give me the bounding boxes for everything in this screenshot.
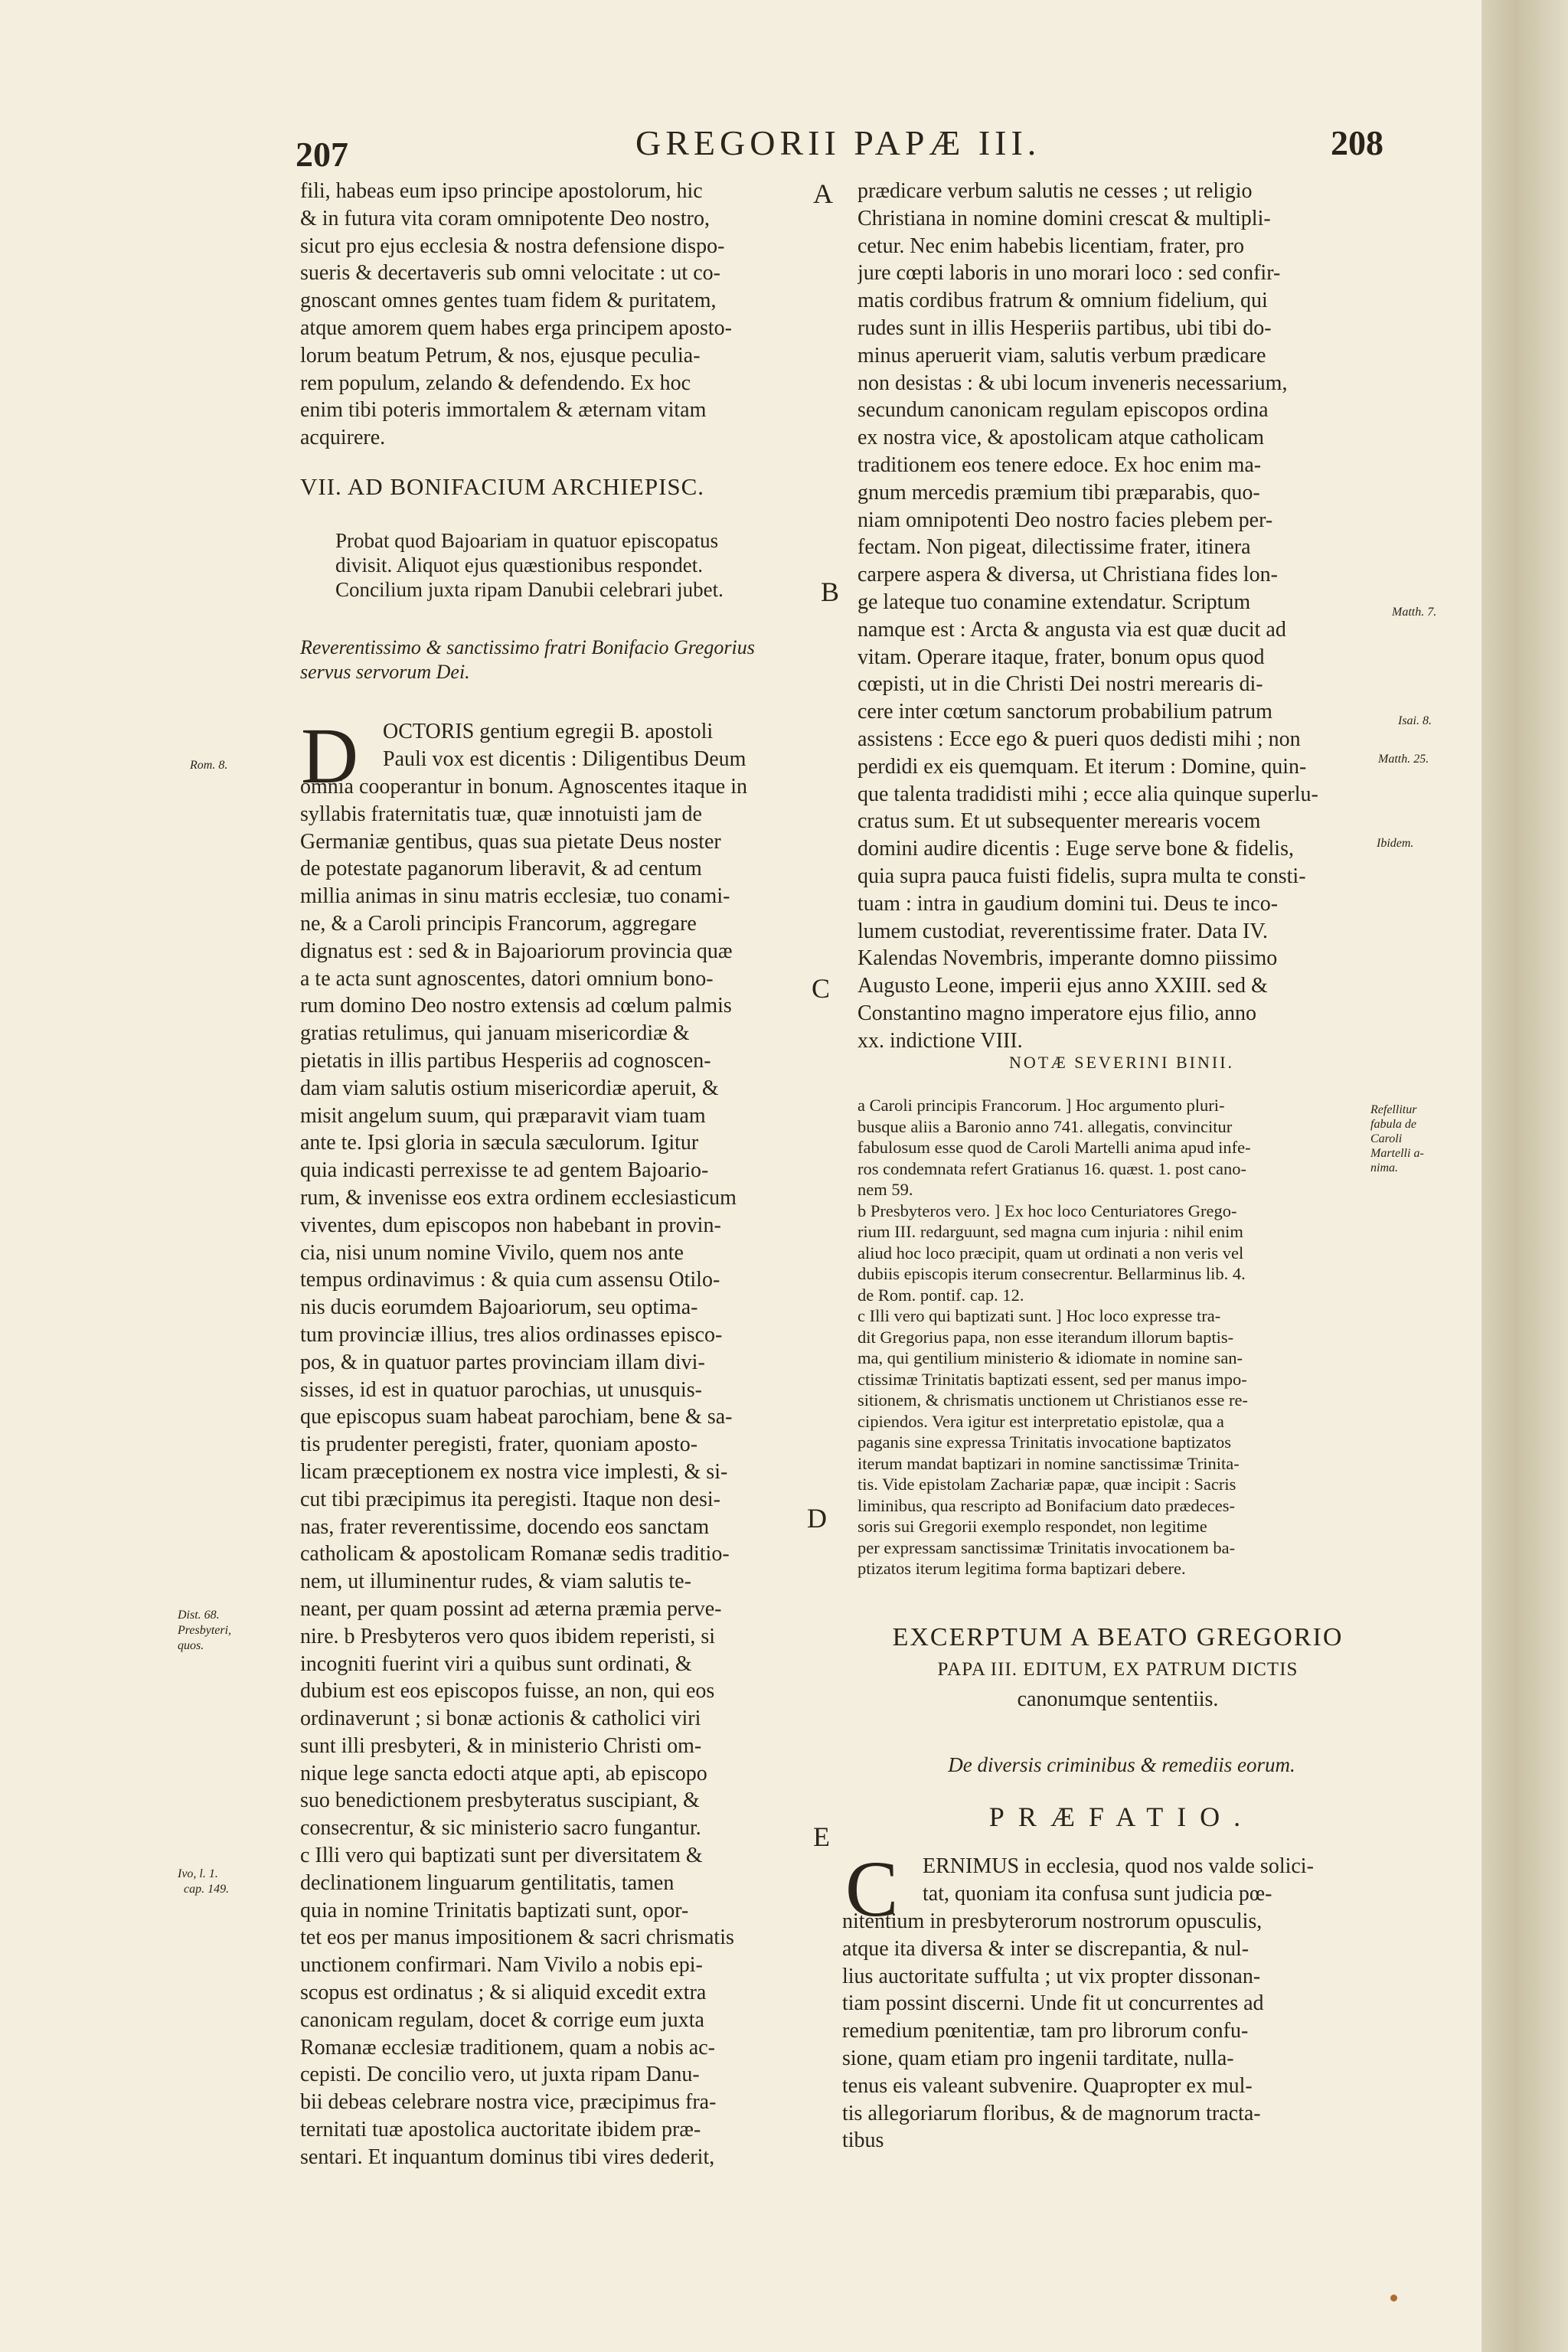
text-line: licam præceptionem ex nostra vice implesti, & si- — [300, 1459, 728, 1484]
text-line: ne, & a Caroli principis Francorum, aggregare — [300, 911, 697, 936]
text-line: a Caroli principis Francorum. ] Hoc argumento pluri- — [858, 1096, 1225, 1115]
text-line: Refellitur — [1370, 1103, 1417, 1116]
margin-note-ibidem: Ibidem. — [1377, 837, 1414, 850]
text-line: suo benedictionem presbyteratus suscipiant, & — [300, 1788, 700, 1813]
text-line: tempus ordinavimus : & quia cum assensu Otilo- — [300, 1268, 720, 1292]
text-line: dignatus est : sed & in Bajoariorum provincia quæ — [300, 939, 733, 963]
text-line: rum domino Deo nostro extensis ad cœlum palmis — [300, 994, 732, 1018]
text-line: incogniti fuerint viri a quibus sunt ordinati, & — [300, 1651, 692, 1676]
text-line: paganis sine expressa Trinitatis invocatione baptizatos — [858, 1432, 1232, 1452]
text-line: lorum beatum Petrum, & nos, ejusque peculia- — [300, 343, 701, 368]
text-line: quia supra pauca fuisti fidelis, supra multa te consti- — [858, 864, 1306, 888]
text-line: atque ita diversa & inter se discrepantia, & nul- — [842, 1936, 1250, 1961]
text-line: Romanæ ecclesiæ traditionem, quam a nobis ac- — [300, 2035, 715, 2060]
margin-note-dist-3: quos. — [178, 1639, 204, 1652]
text-line: neant, per quam possint ad æterna præmia perve- — [300, 1596, 722, 1621]
text-line: que talenta tradidisti mihi ; ecce alia quinque superlu- — [858, 782, 1318, 806]
text-line: de Rom. pontif. cap. 12. — [858, 1285, 1024, 1305]
text-line: ternitati tuæ apostolica auctoritate ibidem præ- — [300, 2118, 701, 2142]
text-line: Constantino magno imperatore ejus filio, anno — [858, 1001, 1257, 1025]
text-line: tiam possint discerni. Unde fit ut concurrentes ad — [842, 1991, 1264, 2016]
text-line: OCTORIS gentium egregii B. apostoli — [383, 720, 714, 743]
text-line: ERNIMUS in ecclesia, quod nos valde solici- — [923, 1854, 1314, 1878]
text-line: tet eos per manus impositionem & sacri chrismatis — [300, 1926, 734, 1950]
text-line: cepisti. De concilio vero, ut juxta ripam Danu- — [300, 2063, 700, 2087]
text-line: Probat quod Bajoariam in quatuor episcopatus — [335, 529, 719, 552]
text-line: ge lateque tuo conamine extendatur. Scriptum — [858, 590, 1251, 614]
text-line: de potestate paganorum liberavit, & ad centum — [300, 857, 702, 881]
text-line: aliud hoc loco præcipit, quam ut ordinati a non veris vel — [858, 1243, 1244, 1263]
text-line: ante te. Ipsi gloria in sæcula sæculorum. Igitur — [300, 1131, 699, 1155]
text-line: gnoscant omnes gentes tuam fidem & puritatem, — [300, 289, 717, 313]
text-line: Caroli — [1370, 1132, 1403, 1145]
text-line: Augusto Leone, imperii ejus anno XXIII. sed & — [858, 974, 1268, 998]
excerpt-heading — [842, 1621, 1393, 1714]
margin-note-ivo-1: Ivo, l. 1. — [178, 1867, 218, 1880]
text-line: dit Gregorius papa, non esse iterandum illorum baptis- — [858, 1327, 1234, 1347]
text-line: xx. indictione VIII. — [858, 1028, 1023, 1053]
text-line: soris sui Gregorii exemplo respondet, non legitime — [858, 1517, 1207, 1536]
section-letter-a: A — [813, 178, 833, 209]
section-letter-c: C — [812, 973, 831, 1004]
text-line: secundum canonicam regulam episcopos ordina — [858, 398, 1269, 423]
text-line: prædicare verbum salutis ne cesses ; ut religio — [858, 179, 1253, 203]
text-line: sunt illi presbyteri, & in ministerio Christi om- — [300, 1733, 702, 1758]
text-line: Reverentissimo & sanctissimo fratri Bonifacio Gregorius — [300, 636, 755, 658]
text-line: quia indicasti perrexisse te ad gentem Bajoario- — [300, 1158, 709, 1183]
ink-dot — [1390, 2295, 1397, 2301]
text-line: sitionem, & chrismatis unctionem ut Christianos esse re- — [858, 1390, 1248, 1410]
text-line: nis ducis eorumdem Bajoariorum, seu optima- — [300, 1295, 698, 1320]
text-line: pos, & in quatuor partes provinciam illam divi- — [300, 1350, 705, 1374]
right-dropcap-lines — [923, 1853, 1386, 1908]
text-line: que episcopus suam habeat parochiam, bene & sa- — [300, 1405, 733, 1429]
text-line: rium III. redarguunt, sed magna cum injuria : nihil enim — [858, 1222, 1243, 1241]
text-line: declinationem linguarum gentilitatis, tamen — [300, 1870, 675, 1895]
text-line: divisit. Aliquot ejus quæstionibus respondet. — [335, 554, 704, 577]
text-line: fili, habeas eum ipso principe apostolorum, hic — [300, 179, 703, 203]
text-line: carpere aspera & diversa, ut Christiana fides lon- — [858, 563, 1278, 587]
text-line: atque amorem quem habes erga principem aposto- — [300, 315, 732, 340]
drop-cap-c: C — [845, 1845, 899, 1933]
text-line: & in futura vita coram omnipotente Deo nostro, — [300, 206, 710, 230]
text-line: Concilium juxta ripam Danubii celebrari jubet. — [335, 578, 724, 601]
text-line: tum provinciæ illius, tres alios ordinasses episco- — [300, 1322, 723, 1347]
text-line: acquirere. — [300, 426, 386, 450]
text-line: fectam. Non pigeat, dilectissime frater, itinera — [858, 535, 1251, 560]
excerpt-heading-line: PAPA III. EDITUM, EX PATRUM DICTIS — [937, 1659, 1298, 1680]
right-column-body-text — [858, 178, 1386, 1055]
margin-note-isai: Isai. 8. — [1398, 714, 1432, 727]
margin-note-ivo-2: cap. 149. — [184, 1883, 230, 1896]
text-line: Kalendas Novembris, imperante domno piissimo — [858, 946, 1278, 971]
margin-note-dist-1: Dist. 68. — [178, 1609, 220, 1622]
text-line: cere inter cœtum sanctorum probabilium patrum — [858, 700, 1272, 724]
text-line: tibus — [842, 2128, 884, 2153]
excerpt-heading-line: EXCERPTUM A BEATO GREGORIO — [892, 1623, 1344, 1651]
text-line: gratias retulimus, qui januam misericordiæ & — [300, 1021, 690, 1046]
section-letter-e: E — [813, 1821, 830, 1852]
running-head: GREGORII PAPÆ III. — [635, 123, 1041, 162]
letter-salutation — [300, 635, 815, 684]
text-line: fabula de — [1370, 1118, 1416, 1131]
drop-cap-d: D — [301, 712, 359, 800]
text-line: viventes, dum episcopos non habebant in provin- — [300, 1213, 721, 1237]
text-line: tenus eis valeant subvenire. Quapropter ex mul- — [842, 2073, 1253, 2098]
text-line: Christiana in nomine domini crescat & multipli- — [858, 206, 1271, 230]
text-line: nitentium in presbyterorum nostrorum opusculis, — [842, 1909, 1263, 1933]
text-line: ma, qui gentilium ministerio & idiomate in nomine san- — [858, 1348, 1243, 1367]
text-line: rem populum, zelando & defendendo. Ex hoc — [300, 371, 691, 395]
text-line: c Illi vero qui baptizati sunt per diversitatem & — [300, 1844, 703, 1868]
text-line: tis allegoriarum floribus, & de magnorum tracta- — [842, 2101, 1261, 2125]
text-line: sione, quam etiam pro ingenii tarditate, nulla- — [842, 2046, 1234, 2070]
text-line: b Presbyteros vero. ] Ex hoc loco Centuriatores Grego- — [858, 1200, 1237, 1220]
praefatio-heading: PRÆFATIO. — [988, 1802, 1255, 1832]
margin-note-refellitur — [1370, 1102, 1424, 1175]
text-line: scopus est ordinatus ; & si aliquid excedit extra — [300, 1981, 707, 2005]
excerpt-subheading: De diversis criminibus & remediis eorum. — [948, 1753, 1295, 1776]
text-line: busque aliis a Baronio anno 741. allegatis, convincitur — [858, 1116, 1233, 1136]
text-line: tis. Vide epistolam Zachariæ papæ, quæ incipit : Sacris — [858, 1475, 1236, 1494]
text-line: sisses, id est in quatuor parochias, ut unusquis- — [300, 1377, 702, 1402]
text-line: ctissimæ Trinitatis baptizati essent, sed per manus impo- — [858, 1369, 1247, 1389]
text-line: Pauli vox est dicentis : Diligentibus Deum — [383, 746, 746, 771]
text-line: niam omnipotenti Deo nostro facies plebem per- — [858, 508, 1273, 532]
binii-notes — [858, 1095, 1386, 1579]
text-line: ptizatos iterum legitima forma baptizari debere. — [858, 1559, 1186, 1578]
text-line: sentari. Et inquantum dominus tibi vires dederit, — [300, 2145, 715, 2169]
text-line: rum, & invenisse eos extra ordinem ecclesiasticum — [300, 1185, 737, 1210]
text-line: non desistas : & ubi locum inveneris necessarium, — [858, 371, 1288, 395]
text-line: nem, ut illuminentur rudes, & viam salutis te- — [300, 1570, 691, 1594]
text-line: servus servorum Dei. — [300, 661, 470, 683]
text-line: Germaniæ gentibus, quas sua pietate Deus noster — [300, 829, 721, 854]
text-line: nire. b Presbyteros vero quos ibidem reperisti, si — [300, 1624, 716, 1648]
text-line: dubium est eos episcopos fuisse, an non, qui eos — [300, 1679, 715, 1704]
text-line: ordinaverunt ; si bonæ actionis & catholici viri — [300, 1707, 701, 1731]
text-line: perdidi ex eis quemquam. Et iterum : Domine, quin- — [858, 754, 1307, 779]
text-line: vitam. Operare itaque, frater, bonum opus quod — [858, 645, 1265, 669]
text-line: syllabis fraternitatis tuæ, quæ innotuisti jam de — [300, 802, 702, 826]
page-number-right: 208 — [1331, 123, 1383, 162]
text-line: quia in nomine Trinitatis baptizati sunt, opor- — [300, 1898, 689, 1922]
text-line: fabulosum esse quod de Caroli Martelli anima apud infe- — [858, 1138, 1251, 1157]
text-line: nem 59. — [858, 1180, 913, 1199]
margin-note-matth7: Matth. 7. — [1392, 606, 1437, 619]
text-line: consecrentur, & sic ministerio sacro fungantur. — [300, 1816, 701, 1841]
left-dropcap-lines — [383, 718, 815, 773]
text-line: traditionem eos tenere edoce. Ex hoc enim ma- — [858, 452, 1262, 477]
text-line: domini audire dicentis : Euge serve bone & fidelis, — [858, 837, 1294, 861]
text-line: catholicam & apostolicam Romanæ sedis traditio- — [300, 1542, 730, 1566]
letter-summary — [335, 528, 810, 602]
text-line: tuam : intra in gaudium domini tui. Deus te inco- — [858, 891, 1279, 916]
letter-heading: VII. AD BONIFACIUM ARCHIEPISC. — [300, 473, 705, 500]
margin-note-matth25: Matth. 25. — [1378, 753, 1429, 766]
text-line: enim tibi poteris immortalem & æternam vitam — [300, 398, 707, 423]
text-line: lumem custodiat, reverentissime frater. Data IV. — [858, 919, 1268, 943]
text-line: jure cœpti laboris in uno morari loco : sed confir- — [858, 261, 1281, 286]
text-line: remedium pœnitentiæ, tam pro librorum confu- — [842, 2019, 1249, 2043]
text-line: nique lege sancta edocti atque apti, ab episcopo — [300, 1761, 707, 1785]
praefatio-text — [842, 1908, 1386, 2154]
page-number-left: 207 — [296, 135, 348, 174]
text-line: cratus sum. Et ut subsequenter merearis vocem — [858, 809, 1261, 834]
text-line: ex nostra vice, & apostolicam atque catholicam — [858, 426, 1265, 450]
text-line: cipiendos. Vera igitur est interpretatio epistolæ, qua a — [858, 1411, 1224, 1431]
text-line: bii debeas celebrare nostra vice, præcipimus fra- — [300, 2090, 717, 2115]
text-line: cia, nisi unum nomine Vivilo, quem nos ante — [300, 1240, 684, 1265]
text-line: sueris & decertaveris sub omni velocitate : ut co- — [300, 261, 720, 286]
text-line: lius auctoritate suffulta ; ut vix propter dissonan- — [842, 1964, 1261, 1988]
text-line: rudes sunt in illis Hesperiis partibus, ubi tibi do- — [858, 315, 1272, 340]
notes-heading: NOTÆ SEVERINI BINII. — [1008, 1053, 1235, 1072]
text-line: cœpisti, ut in die Christi Dei nostri merearis di- — [858, 672, 1263, 697]
text-line: canonicam regulam, docet & corrige eum juxta — [300, 2007, 704, 2032]
left-column-body-text — [300, 773, 815, 2171]
text-line: c Illi vero qui baptizati sunt. ] Hoc loco expresse tra- — [858, 1306, 1221, 1325]
text-line: sicut pro ejus ecclesia & nostra defensione dispo- — [300, 234, 725, 258]
margin-note-dist-2: Presbyteri, — [178, 1624, 232, 1637]
text-line: minus aperuerit viam, salutis verbum prædicare — [858, 343, 1266, 368]
text-line: cut tibi præcipimus ita peregisti. Itaque non desi- — [300, 1487, 720, 1511]
text-line: per expressam sanctissimæ Trinitatis invocationem ba- — [858, 1537, 1236, 1557]
book-gutter — [1481, 0, 1568, 2352]
text-line: namque est : Arcta & angusta via est quæ ducit ad — [858, 617, 1286, 642]
left-column-top-text — [300, 178, 815, 452]
text-line: a te acta sunt agnoscentes, datori omnium bono- — [300, 966, 714, 991]
text-line: nima. — [1370, 1161, 1398, 1174]
text-line: dubiis episcopis iterum consecrentur. Bellarminus lib. 4. — [858, 1264, 1246, 1283]
section-letter-b: B — [821, 577, 840, 607]
text-line: omnia cooperantur in bonum. Agnoscentes itaque in — [300, 775, 747, 799]
text-line: unctionem confirmari. Nam Vivilo a nobis epi- — [300, 1953, 703, 1978]
text-line: nas, frater reverentissime, docendo eos sanctam — [300, 1514, 710, 1539]
margin-note-rom: Rom. 8. — [190, 759, 228, 772]
text-line: matis cordibus fratrum & omnium fidelium, qui — [858, 289, 1268, 313]
text-line: liminibus, qua rescripto ad Bonifacium dato prædeces- — [858, 1495, 1236, 1515]
text-line: cetur. Nec enim habebis licentiam, frater, pro — [858, 234, 1244, 258]
text-line: dam viam salutis ostium misericordiæ aperuit, & — [300, 1076, 719, 1100]
text-line: tat, quoniam ita confusa sunt judicia pœ- — [923, 1881, 1272, 1906]
text-line: millia animas in sinu matris ecclesiæ, tuo conami- — [300, 884, 730, 909]
text-line: gnum mercedis præmium tibi præparabis, quo- — [858, 480, 1260, 505]
text-line: Martelli a- — [1370, 1147, 1424, 1160]
text-line: pietatis in illis partibus Hesperiis ad cognoscen- — [300, 1048, 711, 1073]
text-line: iterum mandat baptizari in nomine sanctissimæ Trinita- — [858, 1453, 1240, 1473]
text-line: tis prudenter peregisti, frater, quoniam aposto- — [300, 1432, 698, 1457]
text-line: assistens : Ecce ego & pueri quos dedisti mihi ; non — [858, 727, 1301, 751]
section-letter-d: D — [807, 1503, 827, 1534]
text-line: ros condemnata refert Gratianus 16. quæst. 1. post cano- — [858, 1158, 1246, 1178]
excerpt-heading-line: canonumque sententiis. — [1017, 1687, 1219, 1711]
text-line: misit angelum suum, qui præparavit viam tuam — [300, 1103, 706, 1128]
